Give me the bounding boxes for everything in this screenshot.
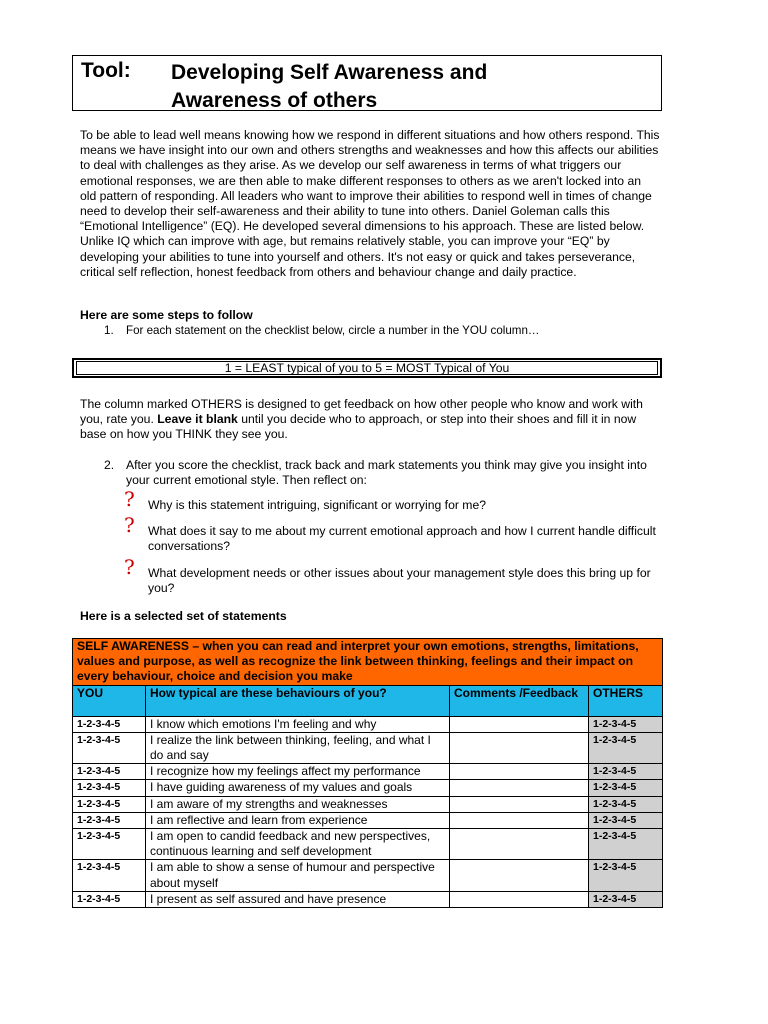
steps-heading: Here are some steps to follow (80, 308, 253, 322)
step-1-number: 1. (104, 324, 114, 337)
others-text-after: until you decide who to approach, or step into their shoes and fill it in now base on how you THINK they see you. (80, 412, 637, 442)
you-score[interactable]: 1-2-3-4-5 (73, 732, 146, 763)
you-score[interactable]: 1-2-3-4-5 (73, 796, 146, 812)
self-awareness-header: SELF AWARENESS – when you can read and interpret your own emotions, strengths, limitations, values and purpose, as well as recognize the link between thinking, feelings and their impact on every behaviour, choice and decision you make (73, 639, 663, 686)
you-score[interactable]: 1-2-3-4-5 (73, 860, 146, 891)
others-score[interactable]: 1-2-3-4-5 (589, 716, 663, 732)
statement: I am open to candid feedback and new perspectives, continuous learning and self development (146, 829, 450, 860)
self-awareness-checklist (72, 638, 663, 908)
page-title (171, 59, 487, 115)
title-label: Tool: (81, 59, 131, 82)
statement: I present as self assured and have presence (146, 891, 450, 907)
reflection-question-text: What does it say to me about my current emotional approach and how I current handle difficult conversations? (148, 524, 656, 554)
statement: I am reflective and learn from experience (146, 812, 450, 828)
others-text-before: The column marked OTHERS is designed to get feedback on how other people who know and work with you, rate you. (80, 397, 643, 427)
intro-paragraph: To be able to lead well means knowing how we respond in different situations and how others respond. This means we have insight into our own and others strengths and weaknesses and how this affects our abilities to deal with challenges as they arise. As we develop our self awareness in terms of what triggers our emotional responses, we are then able to make different responses to others as we aren't locked into an old pattern of responding. All leaders who want to improve their abilities to respond well in times of change need to develop their self-awareness and their ability to tune into others. Daniel Goleman calls this “Emotional Intelligence” (EQ). He developed several dimensions to his approach. These are listed below. Unlike IQ which can improve with age, but remains relatively stable, you can improve your “EQ” by developing your abilities to tune into yourself and others. It's not easy or quick and takes perseverance, critical self reflection, honest feedback from others and behaviour change and daily practice. (80, 128, 660, 279)
others-score[interactable]: 1-2-3-4-5 (589, 764, 663, 780)
table-row (73, 780, 663, 796)
statement: I recognize how my feelings affect my performance (146, 764, 450, 780)
table-row (73, 891, 663, 907)
others-paragraph (80, 397, 660, 443)
you-score[interactable]: 1-2-3-4-5 (73, 891, 146, 907)
question-mark-icon: ? (124, 555, 135, 579)
title-line-1: Developing Self Awareness and (171, 61, 488, 84)
comments-cell[interactable] (450, 812, 589, 828)
question-mark-icon: ? (124, 487, 135, 511)
statement: I know which emotions I'm feeling and why (146, 716, 450, 732)
title-line-2: Awareness of others (171, 89, 378, 112)
you-score[interactable]: 1-2-3-4-5 (73, 780, 146, 796)
step-1-text: For each statement on the checklist below, circle a number in the YOU column… (126, 324, 540, 337)
table-row (73, 732, 663, 763)
table-row (73, 796, 663, 812)
you-score[interactable]: 1-2-3-4-5 (73, 812, 146, 828)
others-score[interactable]: 1-2-3-4-5 (589, 860, 663, 891)
you-score[interactable]: 1-2-3-4-5 (73, 829, 146, 860)
reflection-question-text: Why is this statement intriguing, significant or worrying for me? (148, 498, 486, 512)
table-row (73, 860, 663, 891)
comments-cell[interactable] (450, 764, 589, 780)
statement: I am aware of my strengths and weaknesses (146, 796, 450, 812)
question-mark-icon: ? (124, 513, 135, 537)
step-2-text: After you score the checklist, track back and mark statements you think may give you insight into your current emotional style. Then reflect on: (126, 458, 647, 488)
column-header-behaviour: How typical are these behaviours of you? (146, 685, 450, 716)
others-score[interactable]: 1-2-3-4-5 (589, 891, 663, 907)
you-score[interactable]: 1-2-3-4-5 (73, 764, 146, 780)
statement: I have guiding awareness of my values and goals (146, 780, 450, 796)
step-2-number: 2. (104, 458, 115, 472)
title-box (72, 55, 662, 111)
reflection-question-text: What development needs or other issues about your management style does this bring up for you? (148, 566, 651, 596)
checklist-header-row (73, 639, 663, 686)
others-score[interactable]: 1-2-3-4-5 (589, 732, 663, 763)
comments-cell[interactable] (450, 716, 589, 732)
column-header-others: OTHERS (589, 685, 663, 716)
table-row (73, 716, 663, 732)
comments-cell[interactable] (450, 780, 589, 796)
leave-blank-emphasis: Leave it blank (157, 412, 238, 427)
comments-cell[interactable] (450, 732, 589, 763)
comments-cell[interactable] (450, 860, 589, 891)
others-score[interactable]: 1-2-3-4-5 (589, 812, 663, 828)
scale-note-box: 1 = LEAST typical of you to 5 = MOST Typical of You (72, 358, 662, 378)
column-header-you: YOU (73, 685, 146, 716)
statement: I am able to show a sense of humour and perspective about myself (146, 860, 450, 891)
table-row (73, 829, 663, 860)
others-score[interactable]: 1-2-3-4-5 (589, 829, 663, 860)
comments-cell[interactable] (450, 829, 589, 860)
others-score[interactable]: 1-2-3-4-5 (589, 796, 663, 812)
column-header-row (73, 685, 663, 716)
comments-cell[interactable] (450, 796, 589, 812)
table-row (73, 812, 663, 828)
comments-cell[interactable] (450, 891, 589, 907)
others-score[interactable]: 1-2-3-4-5 (589, 780, 663, 796)
column-header-comments: Comments /Feedback (450, 685, 589, 716)
statement: I realize the link between thinking, feeling, and what I do and say (146, 732, 450, 763)
table-row (73, 764, 663, 780)
you-score[interactable]: 1-2-3-4-5 (73, 716, 146, 732)
statements-heading: Here is a selected set of statements (80, 609, 287, 623)
